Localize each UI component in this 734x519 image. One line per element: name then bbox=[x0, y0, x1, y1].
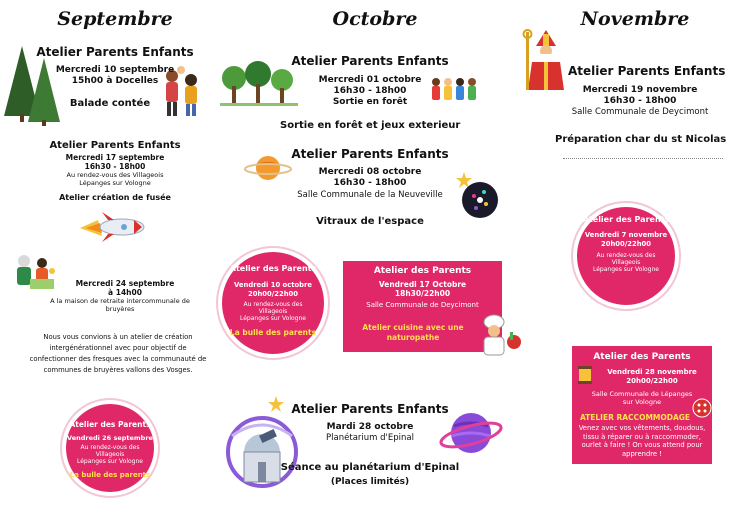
nov-e2-place2: Villageois bbox=[611, 259, 641, 266]
nov-e1-title: Préparation char du st Nicolas bbox=[555, 134, 727, 145]
sep-e3-place2: bruyères bbox=[105, 305, 135, 313]
trees-icon bbox=[220, 60, 298, 106]
sep-e2-place1: Au rendez-vous des Villageois bbox=[66, 171, 164, 179]
oct-e2-date: Mercredi 08 octobre bbox=[318, 167, 422, 177]
oct-e3-header: Atelier des Parents bbox=[229, 264, 317, 273]
saint-nicolas-icon bbox=[522, 28, 570, 92]
sep-e3-time: à 14h00 bbox=[108, 288, 142, 297]
oct-e2-time: 16h30 - 18h00 bbox=[333, 178, 407, 188]
oct-e3-place1: Au rendez-vous des bbox=[243, 301, 303, 308]
nov-e2-time: 20h00/22h00 bbox=[601, 240, 651, 248]
oct-e4-time: 18h30/22h00 bbox=[394, 289, 451, 298]
oct-e5-place: Planétarium d'Epinal bbox=[326, 433, 414, 443]
oct-e1-date: Mercredi 01 octobre bbox=[318, 75, 422, 85]
sep-e4-place1: Au rendez-vous des bbox=[80, 444, 140, 451]
sep-e4-place2: Villageois bbox=[95, 451, 125, 458]
oct-e1-title: Sortie en forêt et jeux exterieur bbox=[280, 120, 461, 131]
sep-e1-title: Balade contée bbox=[69, 98, 151, 109]
sep-e2-place2: Lépanges sur Vologne bbox=[79, 179, 151, 187]
nov-e1-place: Salle Communale de Deycimont bbox=[571, 107, 709, 117]
sep-e1-header: Atelier Parents Enfants bbox=[36, 45, 194, 59]
oct-e1-sub: Sortie en forêt bbox=[332, 97, 408, 107]
oct-e3-place2: Villageois bbox=[258, 308, 288, 315]
oct-e5-header: Atelier Parents Enfants bbox=[291, 402, 449, 416]
oct-e3-time: 20h00/22h00 bbox=[248, 290, 298, 298]
month-september: Septembre bbox=[57, 8, 173, 30]
oct-e3-date: Vendredi 10 octobre bbox=[234, 281, 312, 289]
month-october: Octobre bbox=[332, 8, 418, 30]
oct-e4-title2: naturopathe bbox=[386, 333, 440, 342]
nov-divider bbox=[563, 158, 723, 159]
rocket-icon bbox=[78, 210, 150, 244]
sep-e3-date: Mercredi 24 septembre bbox=[75, 279, 175, 288]
oct-e2-title: Vitraux de l'espace bbox=[316, 216, 424, 227]
sep-e4-circle bbox=[62, 400, 158, 496]
sep-e4-header: Atelier des Parents bbox=[69, 420, 151, 429]
oct-e2-header: Atelier Parents Enfants bbox=[291, 147, 449, 161]
nov-e2-date: Vendredi 7 novembre bbox=[584, 231, 668, 239]
oct-e5-title2: (Places limités) bbox=[330, 477, 410, 487]
oct-e1-time: 16h30 - 18h00 bbox=[333, 86, 407, 96]
sep-e4-title: La bulle des parents bbox=[69, 471, 151, 479]
sep-e3-description: Nous vous convions à un atelier de création intergénérationnel avec pour objectif de confectionner des fresques avec la communauté de communes de bruyères vallons des Vosges. bbox=[29, 333, 207, 374]
chef-icon bbox=[474, 314, 524, 356]
sep-e1-time: 15h00 à Docelles bbox=[71, 76, 159, 86]
sep-e4-date: Vendredi 26 septembre bbox=[67, 434, 153, 442]
oct-e4-place: Salle Communale de Deycimont bbox=[366, 301, 479, 309]
oct-e5-title1: Séance au planétarium d'Epinal bbox=[280, 462, 460, 473]
sep-e2-header: Atelier Parents Enfants bbox=[49, 140, 181, 151]
sep-e2-date: Mercredi 17 septembre bbox=[65, 153, 165, 162]
month-november: Novembre bbox=[580, 8, 690, 30]
nov-e1-time: 16h30 - 18h00 bbox=[603, 96, 677, 106]
oct-e2-place: Salle Communale de la Neuveville bbox=[297, 190, 443, 200]
oct-e3-place3: Lépanges sur Vologne bbox=[239, 315, 306, 322]
planet-icon bbox=[244, 151, 292, 185]
nov-e2-circle bbox=[573, 203, 679, 309]
sep-e3-place1: A la maison de retraite intercommunale de bbox=[50, 297, 190, 305]
nov-e2-place1: Au rendez-vous des bbox=[596, 252, 656, 259]
oct-e3-title: La bulle des parents bbox=[229, 328, 317, 337]
nov-e3-title: ATELIER RACCOMMODAGE bbox=[579, 413, 691, 422]
nov-e3-time: 20h00/22h00 bbox=[626, 377, 678, 385]
sep-e2-title: Atelier création de fusée bbox=[59, 193, 171, 202]
sewing-icon bbox=[574, 364, 596, 386]
oct-e4-title1: Atelier cuisine avec une bbox=[362, 323, 464, 332]
galaxy-icon bbox=[454, 170, 502, 220]
sep-e4-place3: Lépanges sur Vologne bbox=[76, 458, 143, 465]
sep-e1-date: Mercredi 10 septembre bbox=[55, 65, 175, 75]
oct-e3-circle bbox=[218, 248, 328, 358]
nov-e1-header: Atelier Parents Enfants bbox=[568, 64, 726, 78]
nov-e3-description: Venez avec vos vêtements, doudous, tissu à réparer ou à raccommoder, ourlet à faire ! On vous attend pour apprendre ! bbox=[578, 424, 706, 458]
button-icon bbox=[692, 398, 712, 418]
nov-e1-date: Mercredi 19 novembre bbox=[582, 85, 698, 95]
sep-e2-time: 16h30 - 18h00 bbox=[84, 162, 146, 171]
nov-e3-place2: sur Vologne bbox=[622, 398, 662, 406]
oct-e4-date: Vendredi 17 Octobre bbox=[378, 280, 467, 289]
nov-e2-header: Atelier des Parents bbox=[582, 215, 670, 224]
oct-e1-header: Atelier Parents Enfants bbox=[291, 54, 449, 68]
nov-e2-place3: Lépanges sur Vologne bbox=[592, 266, 659, 273]
intergenerational-icon bbox=[12, 253, 58, 291]
nov-e3-place1: Salle Communale de Lépanges bbox=[591, 390, 693, 398]
nov-e3-header: Atelier des Parents bbox=[593, 352, 691, 362]
oct-e4-header: Atelier des Parents bbox=[373, 266, 472, 276]
oct-e5-date: Mardi 28 octobre bbox=[326, 422, 414, 432]
nov-e3-date: Vendredi 28 novembre bbox=[607, 368, 697, 376]
